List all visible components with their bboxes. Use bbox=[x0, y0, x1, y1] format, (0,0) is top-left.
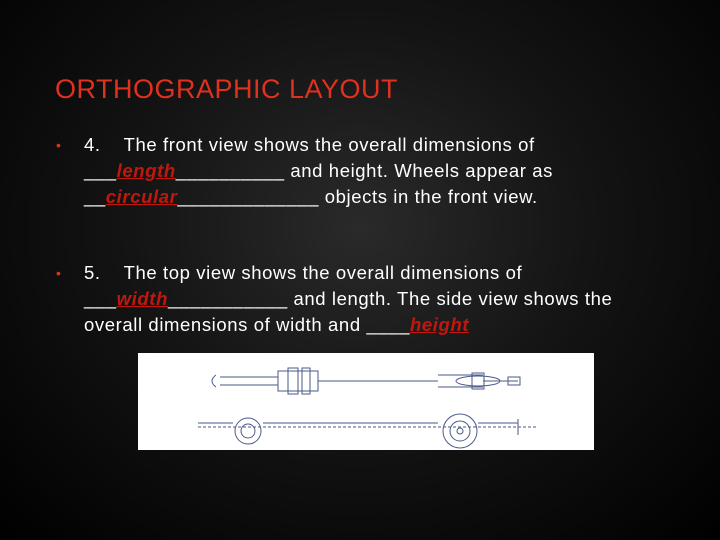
bullet-text-part: _____________ objects in the front view. bbox=[177, 186, 538, 207]
answer-width: width bbox=[116, 288, 168, 309]
bullet-text bbox=[84, 260, 666, 338]
bullet-text-part: ___________ and length. The side view shows the overall dimensions of width and ____ bbox=[84, 288, 613, 335]
orthographic-drawing-image bbox=[138, 353, 594, 450]
answer-circular: circular bbox=[105, 186, 178, 207]
bullet-text-part: The front view shows the overall dimensions of ___ bbox=[84, 134, 535, 181]
answer-height: height bbox=[410, 314, 470, 335]
bullet-text-part: __________ and height. Wheels appear as __ bbox=[84, 160, 553, 207]
slide-title: ORTHOGRAPHIC LAYOUT bbox=[55, 74, 399, 104]
drawing-svg bbox=[138, 353, 594, 450]
bullet-item-4 bbox=[56, 132, 666, 210]
bullet-dot: • bbox=[56, 137, 62, 153]
bullet-text bbox=[84, 132, 666, 210]
bullet-dot: • bbox=[56, 265, 62, 281]
bullet-number: 4. bbox=[84, 134, 101, 155]
answer-length: length bbox=[116, 160, 176, 181]
bullet-text-part: The top view shows the overall dimensions of ___ bbox=[84, 262, 523, 309]
bullet-number: 5. bbox=[84, 262, 101, 283]
bullet-item-5 bbox=[56, 260, 666, 338]
